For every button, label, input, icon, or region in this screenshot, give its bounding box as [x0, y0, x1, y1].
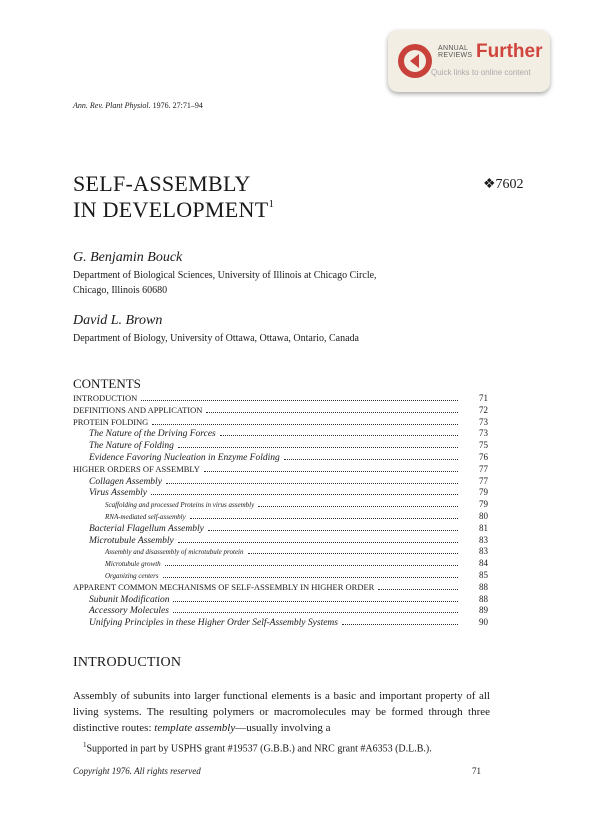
toc-entry-label: Unifying Principles in these Higher Order Self-Assembly Systems	[89, 618, 338, 629]
toc-entry	[73, 452, 488, 464]
toc-leader-dots	[178, 535, 458, 543]
toc-leader-dots	[173, 605, 458, 613]
toc-entry-page: 72	[479, 404, 488, 415]
toc-entry	[73, 464, 488, 476]
toc-entry-page: 85	[479, 570, 488, 580]
footnote	[83, 741, 432, 754]
toc-entry-page: 89	[479, 605, 488, 616]
toc-leader-dots	[284, 452, 458, 460]
toc-entry-page: 83	[479, 546, 488, 557]
toc-leader-dots	[151, 487, 458, 495]
toc-entry	[73, 405, 488, 417]
badge-reviews-text: REVIEWS	[438, 52, 473, 59]
toc-entry	[73, 605, 488, 617]
toc-leader-dots	[178, 440, 458, 448]
toc-leader-dots	[342, 617, 458, 625]
toc-entry-page: 88	[479, 581, 488, 592]
toc-leader-dots	[190, 511, 458, 519]
article-title	[73, 171, 274, 223]
badge-quick-links-text: Quick links to online content	[431, 68, 531, 77]
page-number: 71	[472, 766, 481, 776]
play-arrow-icon	[398, 44, 432, 78]
intro-text-part-2: —usually involving a	[235, 722, 331, 734]
title-line-2	[73, 197, 274, 223]
toc-entry	[73, 594, 488, 606]
toc-entry-label: Evidence Favoring Nucleation in Enzyme Folding	[89, 453, 280, 463]
toc-entry	[73, 617, 488, 629]
toc-entry	[73, 417, 488, 429]
toc-entry-label: INTRODUCTION	[73, 393, 138, 403]
toc-entry-label: DEFINITIONS AND APPLICATION	[73, 404, 203, 415]
toc-entry-page: 76	[479, 452, 488, 462]
toc-entry-label: The Nature of the Driving Forces	[89, 429, 216, 440]
badge-publisher-label	[438, 45, 472, 59]
author-affiliation-1	[73, 268, 377, 298]
toc-entry-label: PROTEIN FOLDING	[73, 416, 149, 427]
toc-entry	[73, 440, 488, 452]
journal-citation	[73, 101, 203, 110]
toc-entry	[73, 499, 488, 511]
toc-entry	[73, 487, 488, 499]
toc-entry-page: 79	[479, 499, 488, 510]
toc-entry-page: 77	[479, 463, 488, 474]
toc-entry-page: 90	[479, 617, 488, 628]
toc-entry	[73, 535, 488, 547]
footnote-text: Supported in part by USPHS grant #19537 (G.B.B.) and NRC grant #A6353 (D.L.B.).	[86, 743, 432, 755]
toc-entry-label: APPARENT COMMON MECHANISMS OF SELF-ASSEMBLY IN HIGHER ORDER	[73, 581, 375, 592]
toc-entry	[73, 558, 488, 570]
toc-entry-label: Microtubule growth	[105, 560, 161, 569]
footnote-mark: 1	[83, 741, 87, 749]
toc-entry-page: 81	[479, 522, 488, 533]
toc-leader-dots	[206, 405, 458, 413]
toc-entry-label: Subunit Modification	[89, 594, 170, 605]
toc-entry-page: 75	[479, 440, 488, 451]
copyright-notice: Copyright 1976. All rights reserved	[73, 766, 201, 776]
toc-entry	[73, 476, 488, 488]
toc-entry-page: 77	[479, 475, 488, 486]
badge-further-text: Further	[476, 41, 543, 62]
introduction-paragraph	[73, 688, 490, 736]
intro-text-emphasis: template assembly	[154, 722, 236, 734]
toc-entry	[73, 570, 488, 582]
toc-leader-dots	[258, 499, 458, 507]
toc-leader-dots	[204, 464, 458, 472]
affiliation-2-line-1: Department of Biology, University of Ottawa, Ottawa, Ontario, Canada	[73, 333, 359, 344]
introduction-heading: INTRODUCTION	[73, 655, 182, 670]
author-affiliation-2	[73, 331, 359, 346]
toc-entry-page: 83	[479, 534, 488, 545]
toc-entry	[73, 582, 488, 594]
toc-entry-label: Bacterial Flagellum Assembly	[89, 523, 204, 534]
toc-leader-dots	[163, 570, 458, 578]
badge-annual-text: ANNUAL	[438, 45, 469, 52]
toc-entry-page: 84	[479, 558, 488, 569]
toc-entry	[73, 546, 488, 558]
toc-entry-page: 80	[479, 511, 488, 521]
toc-entry-label: Assembly and disassembly of microtubule protein	[105, 548, 244, 557]
author-name-2: David L. Brown	[73, 313, 163, 328]
toc-leader-dots	[166, 476, 458, 484]
toc-entry	[73, 393, 488, 405]
toc-entry	[73, 428, 488, 440]
journal-volume-pages: 1976. 27:71–94	[152, 101, 203, 110]
toc-leader-dots	[248, 546, 459, 554]
journal-name: Ann. Rev. Plant Physiol.	[73, 101, 151, 110]
toc-entry-page: 71	[479, 393, 488, 403]
toc-entry-page: 73	[479, 416, 488, 427]
toc-entry-label: RNA-mediated self-assembly	[105, 513, 186, 521]
toc-entry-label: Collagen Assembly	[89, 476, 162, 487]
toc-leader-dots	[208, 523, 458, 531]
toc-leader-dots	[152, 417, 458, 425]
toc-entry-label: Accessory Molecules	[89, 606, 169, 617]
title-line-1: SELF-ASSEMBLY	[73, 171, 251, 196]
toc-entry-page: 88	[479, 593, 488, 604]
toc-entry-label: Scaffolding and processed Proteins in virus assembly	[105, 501, 255, 510]
toc-leader-dots	[173, 594, 458, 602]
contents-heading: CONTENTS	[73, 376, 141, 391]
toc-leader-dots	[165, 558, 458, 566]
toc-entry-label: The Nature of Folding	[89, 441, 174, 452]
intro-text-part-1: Assembly of subunits into larger functional elements is a basic and important property of all living systems. The resulting polymers or macromolecules may be formed through three distinctive routes:	[73, 690, 490, 734]
author-name-1: G. Benjamin Bouck	[73, 250, 183, 265]
toc-entry-label: Microtubule Assembly	[89, 535, 174, 546]
toc-entry-label: HIGHER ORDERS OF ASSEMBLY	[73, 463, 200, 474]
toc-entry-page: 73	[479, 428, 488, 439]
article-code: ❖7602	[483, 177, 524, 192]
toc-entry-page: 79	[479, 487, 488, 498]
toc-leader-dots	[220, 428, 458, 436]
toc-entry-label: Organizing centers	[105, 572, 159, 580]
affiliation-1-line-2: Chicago, Illinois 60680	[73, 285, 168, 296]
title-footnote-mark: 1	[268, 198, 275, 210]
affiliation-1-line-1: Department of Biological Sciences, University of Illinois at Chicago Circle,	[73, 270, 377, 281]
toc-entry	[73, 511, 488, 523]
toc-entry	[73, 523, 488, 535]
toc-leader-dots	[378, 582, 458, 590]
title-line-2-text: IN DEVELOPMENT	[73, 197, 269, 222]
toc-entry-label: Virus Assembly	[89, 488, 147, 499]
toc-leader-dots	[141, 393, 458, 401]
annual-reviews-further-badge[interactable]	[388, 30, 550, 92]
